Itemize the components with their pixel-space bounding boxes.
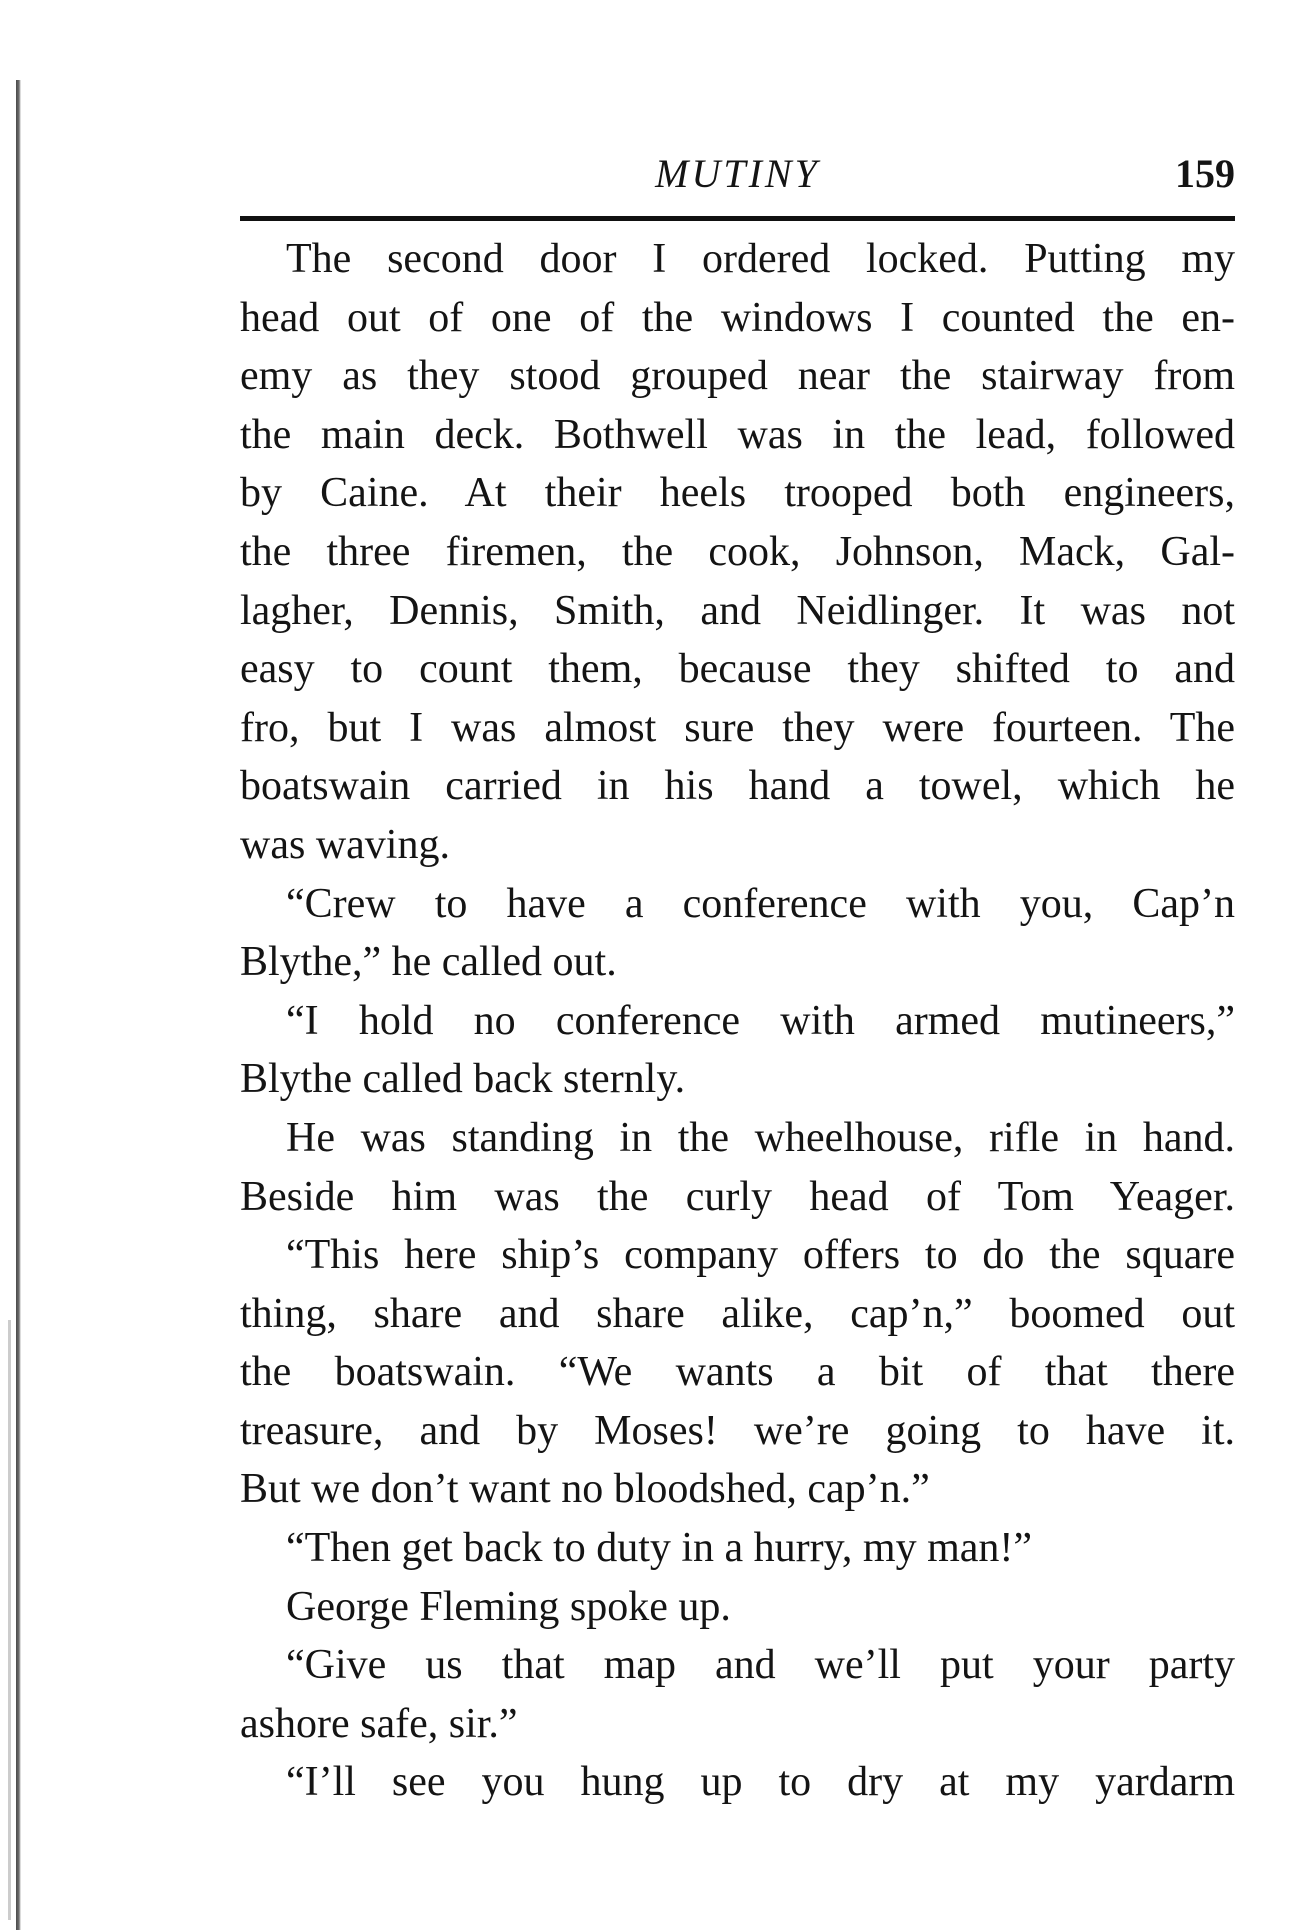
text-line: the boatswain. “We wants a bit of that there <box>240 1349 1235 1396</box>
text-line: Beside him was the curly head of Tom Yeager. <box>240 1173 1235 1220</box>
text-line: was waving. <box>240 821 450 868</box>
text-line: “Then get back to duty in a hurry, my man!” <box>286 1525 1033 1572</box>
text-line: head out of one of the windows I counted the en- <box>240 294 1235 341</box>
text-line: fro, but I was almost sure they were fourteen. The <box>240 704 1235 751</box>
text-line: by Caine. At their heels trooped both engineers, <box>240 470 1235 517</box>
binding-shadow-inner <box>8 1320 11 1920</box>
text-line: the main deck. Bothwell was in the lead, followed <box>240 411 1235 458</box>
text-line: “I’ll see you hung up to dry at my yardarm <box>286 1759 1235 1806</box>
text-line: He was standing in the wheelhouse, rifle in hand. <box>286 1114 1235 1161</box>
text-line: Blythe called back sternly. <box>240 1056 686 1103</box>
text-line: But we don’t want no bloodshed, cap’n.” <box>240 1466 930 1513</box>
text-line: emy as they stood grouped near the stairway from <box>240 353 1235 400</box>
text-line: “This here ship’s company offers to do the square <box>286 1232 1235 1279</box>
page-number: 159 <box>1175 151 1235 196</box>
body-text <box>240 230 1235 1812</box>
header-rule <box>240 216 1235 221</box>
running-head <box>240 140 1235 196</box>
text-line: “Give us that map and we’ll put your party <box>286 1642 1235 1689</box>
text-line: easy to count them, because they shifted to and <box>240 646 1235 693</box>
text-line: the three firemen, the cook, Johnson, Mack, Gal- <box>240 528 1235 575</box>
text-line: ashore safe, sir.” <box>240 1700 518 1747</box>
chapter-title: MUTINY <box>655 151 820 196</box>
text-line: “Crew to have a conference with you, Cap’n <box>286 880 1235 927</box>
text-line: thing, share and share alike, cap’n,” boomed out <box>240 1290 1235 1337</box>
binding-shadow <box>16 80 21 1930</box>
text-line: “I hold no conference with armed mutineers,” <box>286 997 1235 1044</box>
text-line: Blythe,” he called out. <box>240 939 617 986</box>
text-line: The second door I ordered locked. Putting my <box>286 236 1235 282</box>
text-line: boatswain carried in his hand a towel, which he <box>240 763 1235 810</box>
text-line: treasure, and by Moses! we’re going to have it. <box>240 1407 1235 1454</box>
text-line: lagher, Dennis, Smith, and Neidlinger. It was not <box>240 587 1235 634</box>
text-line: George Fleming spoke up. <box>286 1583 731 1630</box>
